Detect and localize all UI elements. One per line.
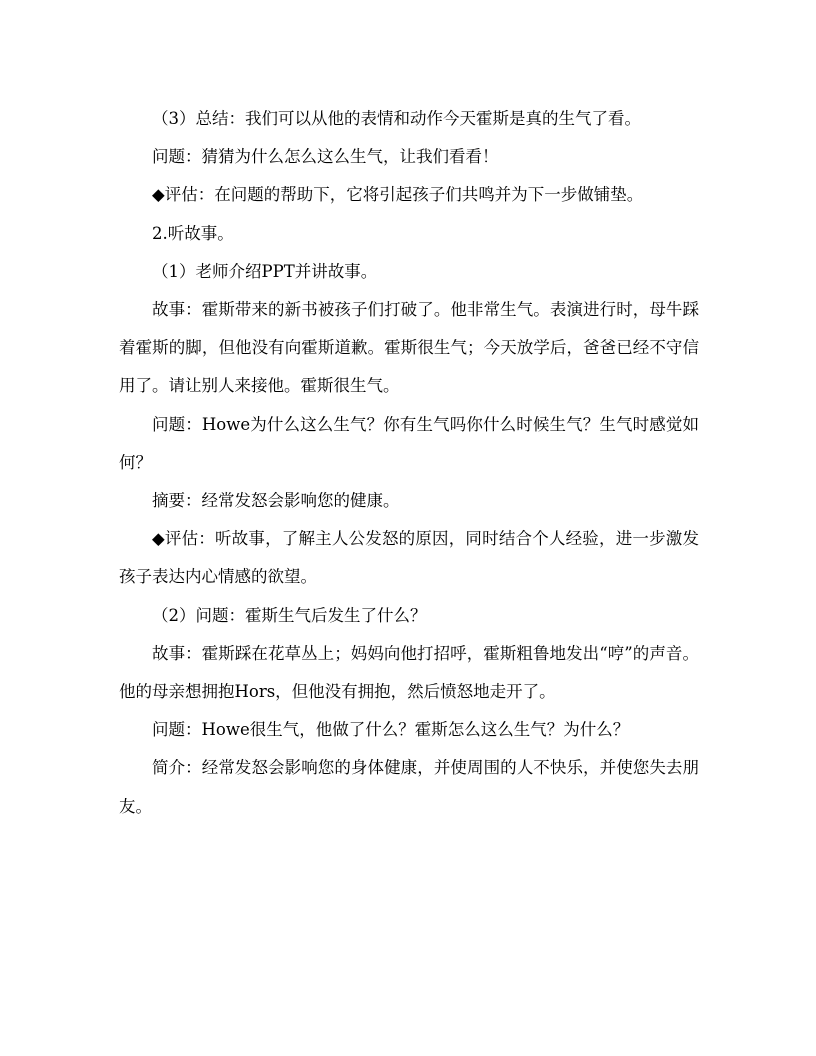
question-paragraph: 问题：Howe为什么这么生气？你有生气吗你什么时候生气？生气时感觉如何？ bbox=[119, 414, 699, 472]
step-paragraph: （2）问题：霍斯生气后发生了什么？ bbox=[152, 605, 427, 625]
story-paragraph: 故事：霍斯踩在花草丛上；妈妈向他打招呼，霍斯粗鲁地发出“哼”的声音。他的母亲想拥抱Hors，但他没有拥抱，然后愤怒地走开了。 bbox=[119, 643, 699, 702]
question-paragraph: 问题：Howe很生气，他做了什么？霍斯怎么这么生气？为什么？ bbox=[152, 720, 630, 740]
story-paragraph: 故事：霍斯带来的新书被孩子们打破了。他非常生气。表演进行时，母牛踩着霍斯的脚，但他没有向霍斯道歉。霍斯很生气；今天放学后，爸爸已经不守信用了。请让别人来接他。霍斯很生气。 bbox=[119, 300, 699, 396]
intro-paragraph: 简介：经常发怒会影响您的身体健康，并使周围的人不快乐，并使您失去朋友。 bbox=[119, 758, 699, 816]
abstract-paragraph: 摘要：经常发怒会影响您的健康。 bbox=[152, 491, 400, 511]
document-body bbox=[119, 100, 699, 826]
evaluation-paragraph: ◆评估：在问题的帮助下，它将引起孩子们共鸣并为下一步做铺垫。 bbox=[152, 185, 644, 205]
summary-paragraph: （3）总结：我们可以从他的表情和动作今天霍斯是真的生气了看。 bbox=[152, 109, 641, 128]
evaluation-paragraph: ◆评估：听故事，了解主人公发怒的原因，同时结合个人经验，进一步激发孩子表达内心情感的欲望。 bbox=[119, 529, 699, 587]
question-paragraph: 问题：猜猜为什么怎么这么生气，让我们看看！ bbox=[152, 147, 499, 167]
section-heading: 2.听故事。 bbox=[152, 223, 234, 243]
step-paragraph: （1）老师介绍PPT并讲故事。 bbox=[152, 261, 378, 281]
